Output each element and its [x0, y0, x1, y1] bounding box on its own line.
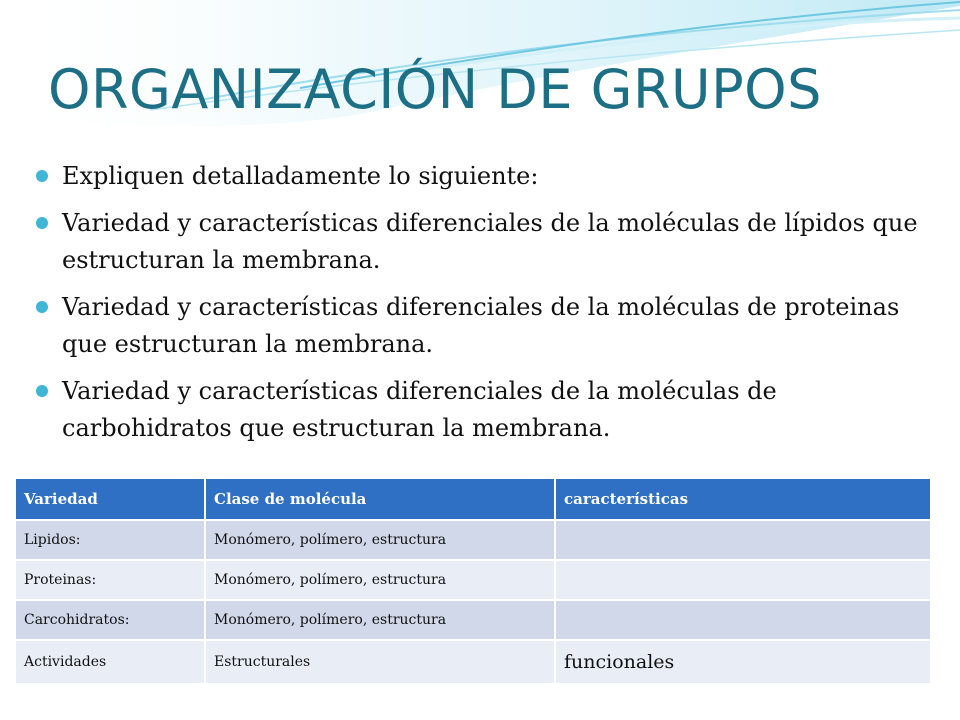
bullet-item	[36, 205, 936, 279]
molecule-table	[14, 477, 932, 685]
table-cell: Carcohidratos:	[15, 600, 205, 640]
table-cell	[555, 560, 931, 600]
table-row	[15, 640, 931, 684]
table-row	[15, 560, 931, 600]
table-cell: Monómero, polímero, estructura	[205, 600, 555, 640]
header-caracteristicas: características	[555, 478, 931, 520]
slide-title: ORGANIZACIÓN DE GRUPOS	[48, 58, 822, 121]
bullet-text: Variedad y características diferenciales de la moléculas de lípidos que estructuran la membrana.	[62, 209, 918, 274]
bullet-item	[36, 289, 936, 363]
bullet-text: Variedad y características diferenciales de la moléculas de proteinas que estructuran la membrana.	[62, 293, 900, 358]
table-cell: Proteinas:	[15, 560, 205, 600]
table-header-row	[15, 478, 931, 520]
table-cell: Monómero, polímero, estructura	[205, 520, 555, 560]
header-clase-de-molecula: Clase de molécula	[205, 478, 555, 520]
table-cell	[555, 600, 931, 640]
table-cell: Lipidos:	[15, 520, 205, 560]
bullet-list	[36, 158, 936, 457]
bullet-text: Variedad y características diferenciales de la moléculas de carbohidratos que estructuran la membrana.	[62, 377, 777, 442]
table-row	[15, 600, 931, 640]
table-cell	[555, 520, 931, 560]
header-variedad: Variedad	[15, 478, 205, 520]
bullet-dot-icon	[36, 170, 48, 182]
bullet-dot-icon	[36, 385, 48, 397]
table-cell: Monómero, polímero, estructura	[205, 560, 555, 600]
table-cell: Actividades	[15, 640, 205, 684]
bullet-item	[36, 158, 936, 195]
table-cell: funcionales	[555, 640, 931, 684]
bullet-text: Expliquen detalladamente lo siguiente:	[62, 162, 539, 190]
bullet-item	[36, 373, 936, 447]
bullet-dot-icon	[36, 301, 48, 313]
table-cell: Estructurales	[205, 640, 555, 684]
bullet-dot-icon	[36, 217, 48, 229]
table-row	[15, 520, 931, 560]
